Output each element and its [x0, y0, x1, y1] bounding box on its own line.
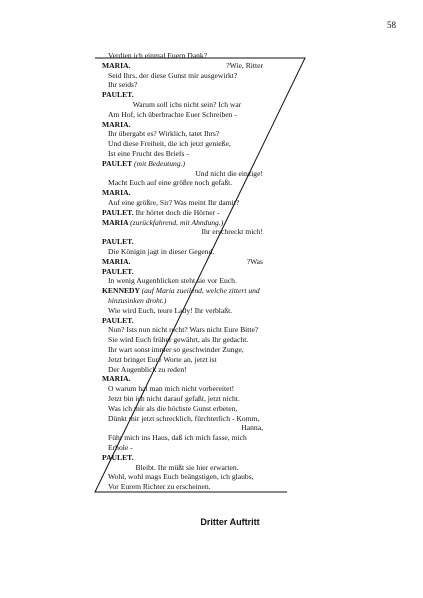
- speaker-punctuation: .: [128, 60, 131, 70]
- dialogue-line: Führ mich ins Haus, daß ich mich fasse, mich: [108, 433, 247, 443]
- speaker-punctuation: .: [131, 452, 134, 462]
- dialogue-line: Und diese Freiheit, die ich jetzt genieße,: [108, 139, 231, 149]
- speaker-line: MARIA. Wie, Ritter?: [102, 60, 263, 70]
- stage-direction: hinzusinken droht.): [108, 296, 167, 305]
- dialogue-line: Auf eine größre, Sir? Was meint Ihr damit?: [108, 198, 240, 207]
- speaker-name: PAULET: [102, 315, 132, 325]
- dialogue-line: Nun? Ists nun nicht recht? Wars nicht Eure Bitte?: [108, 325, 259, 335]
- dialogue-line: Die Königin jagt in dieser Gegend.: [108, 247, 215, 256]
- dialogue-line: Hanna,: [241, 423, 263, 433]
- speaker-name: PAULET: [102, 207, 132, 217]
- speaker-name: MARIA: [102, 119, 129, 129]
- speaker-line: [102, 219, 423, 228]
- dialogue-line: Vor Eurem Richter zu erscheinen.: [108, 482, 211, 492]
- dialogue-line: Dünkt mir jetzt schrecklich, fürchterlich - Komm,: [108, 413, 260, 423]
- speaker-line: MARIA. Was?: [102, 256, 263, 266]
- dialogue-line: Ihr übergabt es? Wirklich, tatet Ihrs?: [108, 129, 220, 139]
- dialogue-line: Wie wird Euch, teure Lady! Ihr verblaßt.: [108, 305, 233, 315]
- dialogue-line: O warum hat man mich nicht vorbereitet!: [108, 384, 235, 394]
- speaker-line: [102, 287, 423, 296]
- page-number: 58: [387, 20, 396, 30]
- dialogue-line: Sie wird Euch früher gewährt, als Ihr gedacht.: [108, 335, 249, 345]
- speaker-punctuation: .: [131, 237, 134, 247]
- speaker-name: MARIA: [102, 60, 129, 70]
- speaker-line: [102, 375, 423, 384]
- dialogue-line: Was ich mir als die höchste Gunst erbeten,: [108, 403, 238, 413]
- dialogue-line: Bleibt. Ihr müßt sie hier erwarten.: [135, 462, 239, 472]
- speaker-name: MARIA: [102, 256, 129, 266]
- speaker-name: MARIA: [102, 217, 129, 227]
- dialogue-line: Und nicht die einzige!: [195, 168, 263, 178]
- dialogue-line: Wohl, wohl mags Euch beängstigen, ich glaubs,: [108, 472, 254, 482]
- dialogue-line: Jetzt bringet Eure Worte an, jetzt ist: [108, 354, 217, 364]
- speaker-line: [102, 317, 423, 326]
- speaker-name: PAULET: [102, 452, 132, 462]
- stage-direction: (auf Maria zueilend, welche zittert und: [141, 286, 260, 296]
- dialogue-line: Ihr seids?: [108, 80, 138, 90]
- dialogue-line: Am Hof, ich überbrachte Euer Schreiben -: [108, 109, 237, 119]
- dialogue-line: Warum soll ichs nicht sein? Ich war: [132, 100, 242, 109]
- dialogue-line: Ist eine Frucht des Briefs -: [108, 149, 189, 158]
- speaker-line: [102, 189, 423, 198]
- speaker-line: [102, 91, 423, 100]
- dialogue-line: In wenig Augenblicken steht sie vor Euch.: [108, 276, 237, 286]
- dialogue-line: Der Augenblick zu reden!: [108, 364, 187, 374]
- speaker-name: MARIA: [102, 374, 129, 384]
- speaker-line: [102, 238, 423, 247]
- speaker-name: KENNEDY: [102, 286, 140, 296]
- speaker-punctuation: .: [128, 119, 131, 129]
- speaker-name: MARIA: [102, 188, 129, 198]
- stage-direction: (zurückfahrend, mit Ahndung.): [130, 217, 224, 227]
- dialogue-line: Ihr wart sonst immer so geschwinder Zunge,: [108, 345, 244, 354]
- speaker-punctuation: .: [128, 256, 131, 266]
- dialogue-line: Macht Euch auf eine größre noch gefaßt.: [108, 178, 233, 188]
- speaker-punctuation: .: [131, 266, 134, 276]
- speaker-line: [102, 454, 423, 463]
- dialogue-line: Jetzt bin ich nicht darauf gefaßt, jetzt nicht.: [108, 394, 240, 403]
- dialogue-line: Seid Ihrs, der diese Gunst mir ausgewirkt?: [108, 70, 238, 80]
- speaker-punctuation: .: [128, 374, 131, 384]
- speaker-punctuation: .: [131, 207, 134, 217]
- speaker-punctuation: .: [131, 315, 134, 325]
- dialogue-line: Erhole -: [108, 443, 133, 452]
- scene-title: Dritter Auftritt: [200, 517, 260, 527]
- speaker-name: PAULET: [102, 158, 133, 168]
- dialogue-line: Verdien ich einmal Euern Dank?: [108, 51, 208, 60]
- speaker-line: [102, 160, 423, 169]
- dialogue-inline: Ihr hörtet doch die Hörner -: [135, 207, 220, 217]
- speaker-line: [102, 209, 423, 218]
- dialogue-line: Ihr erschreckt mich!: [201, 227, 263, 237]
- stage-direction: (mit Bedeutung.): [134, 158, 186, 168]
- speaker-line: [102, 121, 423, 130]
- speaker-punctuation: .: [128, 188, 131, 198]
- speaker-name: PAULET: [102, 90, 132, 100]
- speaker-name: PAULET: [102, 237, 132, 247]
- speaker-line: [102, 268, 423, 277]
- speaker-name: PAULET: [102, 266, 132, 276]
- speaker-punctuation: .: [131, 90, 134, 100]
- stage-direction-line: [108, 297, 423, 306]
